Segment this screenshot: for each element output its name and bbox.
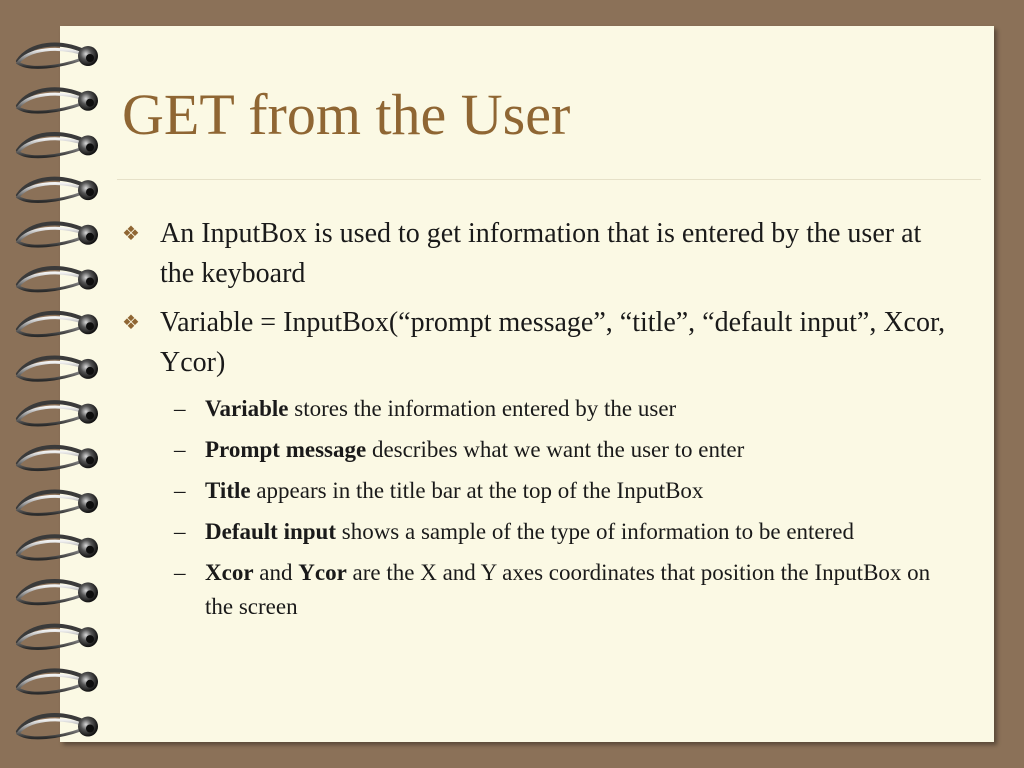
term-bold: Variable (205, 396, 289, 421)
sub-bullet-text: appears in the title bar at the top of the InputBox (250, 478, 704, 503)
diamond-bullet-icon: ❖ (122, 223, 140, 245)
sub-bullet-item (122, 474, 962, 508)
sub-bullet-text: describes what we want the user to enter (366, 437, 745, 462)
diamond-bullet-icon: ❖ (122, 312, 140, 334)
spiral-ring (18, 179, 98, 202)
spiral-ring (18, 357, 98, 380)
sub-bullet-text: stores the information entered by the user (288, 396, 677, 421)
spiral-ring (18, 492, 98, 515)
title-divider (117, 179, 981, 180)
spiral-ring (18, 134, 98, 157)
bullet-list (122, 214, 962, 631)
spiral-ring (18, 268, 98, 291)
spiral-binding (0, 0, 110, 768)
dash-bullet: – (174, 437, 186, 462)
slide-title: GET from the User (122, 82, 571, 147)
bullet-item (122, 214, 962, 294)
term-bold: Xcor (205, 560, 254, 585)
spiral-ring (18, 447, 98, 470)
bullet-text: Variable = InputBox(“prompt message”, “title”, “default input”, Xcor, Ycor) (160, 307, 946, 378)
spiral-ring (18, 89, 98, 112)
sub-bullet-text: and (253, 560, 299, 585)
dash-bullet: – (174, 478, 186, 503)
sub-bullet-item (122, 392, 962, 426)
spiral-ring (18, 715, 98, 738)
dash-bullet: – (174, 396, 186, 421)
spiral-ring (18, 45, 98, 68)
bullet-item (122, 303, 962, 383)
term-bold: Default input (205, 519, 336, 544)
term-bold: Prompt message (205, 437, 367, 462)
sub-bullet-item (122, 556, 962, 624)
term-bold: Title (205, 478, 251, 503)
sub-bullet-item (122, 515, 962, 549)
spiral-ring (18, 223, 98, 246)
bullet-text: An InputBox is used to get information that is entered by the user at the keyboard (160, 218, 922, 289)
spiral-ring (18, 581, 98, 604)
spiral-ring (18, 626, 98, 649)
spiral-ring (18, 670, 98, 693)
spiral-ring (18, 402, 98, 425)
sub-bullet-text: are the X and Y axes coordinates that position the InputBox on the screen (205, 560, 931, 619)
sub-bullet-item (122, 433, 962, 467)
term-bold: Ycor (298, 560, 347, 585)
dash-bullet: – (174, 519, 186, 544)
dash-bullet: – (174, 560, 186, 585)
sub-bullet-text: shows a sample of the type of information to be entered (336, 519, 854, 544)
spiral-ring (18, 536, 98, 559)
spiral-ring (18, 313, 98, 336)
